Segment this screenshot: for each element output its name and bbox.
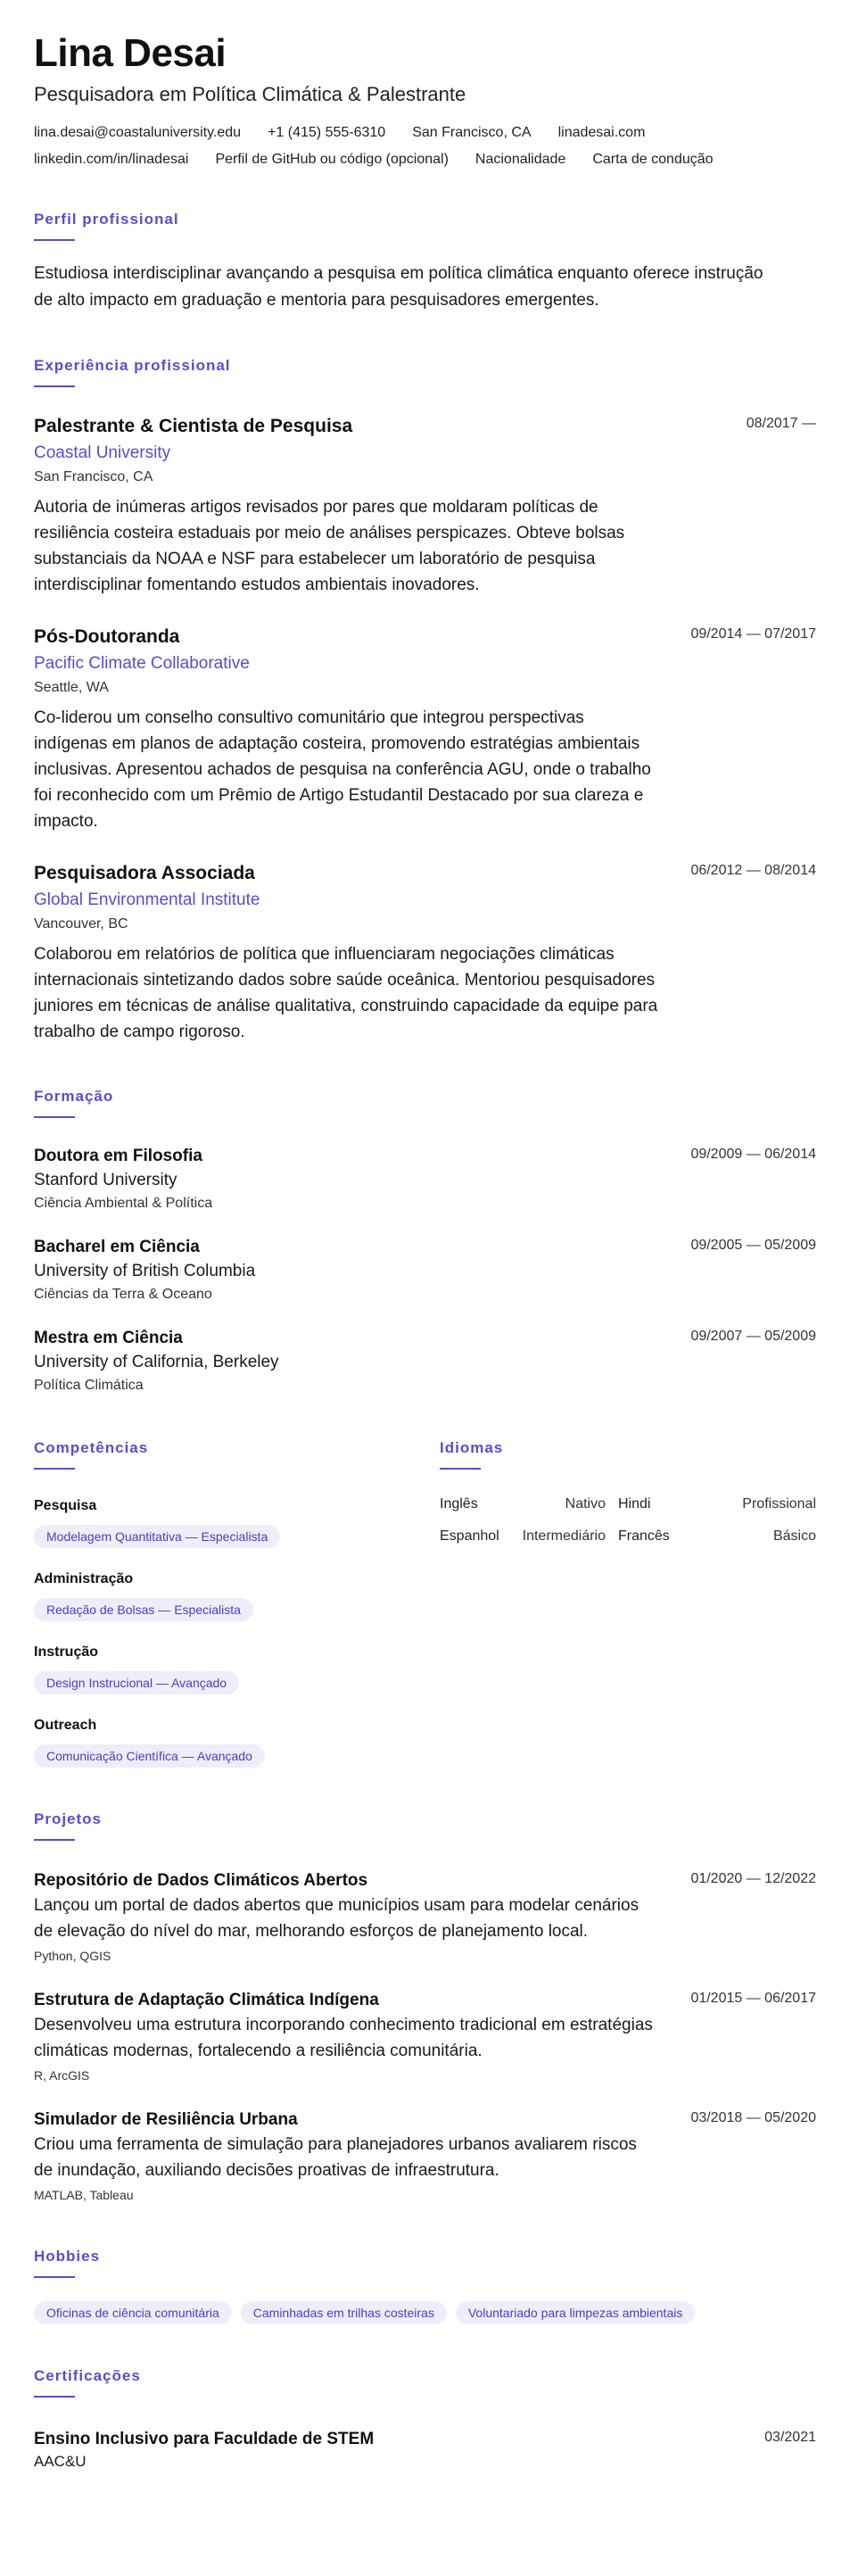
hobbies-section <box>34 2248 816 2324</box>
language-item <box>440 1496 618 1512</box>
skill-category: Instrução <box>34 1644 99 1660</box>
entry-location: Seattle, WA <box>34 680 109 695</box>
experience-section <box>34 357 816 1045</box>
section-divider <box>34 1468 75 1470</box>
section-title: Formação <box>34 1088 114 1105</box>
section-divider <box>34 1116 75 1118</box>
entry-organization: Pacific Climate Collaborative <box>34 654 250 673</box>
project-tools: R, ArcGIS <box>34 2068 90 2083</box>
entry-organization: Global Environmental Institute <box>34 890 260 909</box>
experience-entry <box>34 861 816 1045</box>
section-divider <box>34 2396 75 2398</box>
headline: Pesquisadora em Política Climática & Palestrante <box>34 83 466 105</box>
section-title: Experiência profissional <box>34 357 231 374</box>
entry-title: Pós-Doutoranda <box>34 626 180 647</box>
certification-title: Ensino Inclusivo para Faculdade de STEM <box>34 2430 375 2448</box>
skills-section <box>34 1439 440 1768</box>
skill-tag: Comunicação Científica — Avançado <box>34 1744 265 1768</box>
entry-description: Co-liderou um conselho consultivo comunitário que integrou perspectivas indígenas em planos de adaptação costeira, promovendo estratégias ambientais inclusivas. Apresentou achados de pesquisa na conferência AGU, onde o trabalho foi reconhecido com um Prêmio de Artigo Estudantil Destacado por sua clareza e impacto. <box>34 708 651 831</box>
degree: Mestra em Ciência <box>34 1329 183 1347</box>
section-title: Certificações <box>34 2367 141 2384</box>
skill-tag: Redação de Bolsas — Especialista <box>34 1598 253 1621</box>
project-description: Lançou um portal de dados abertos que municípios usam para modelar cenários de elevação do nível do mar, melhorando esforços de planejamento local. <box>34 1896 640 1941</box>
project-entry <box>34 2108 816 2205</box>
skill-group <box>34 1570 440 1621</box>
language-level: Nativo <box>565 1496 606 1512</box>
language-name: Espanhol <box>440 1528 499 1544</box>
entry-date: 09/2005 — 05/2009 <box>690 1238 816 1253</box>
contact-email[interactable]: lina.desai@coastaluniversity.edu <box>34 125 242 140</box>
school: University of California, Berkeley <box>34 1353 279 1371</box>
hobby-tag: Caminhadas em trilhas costeiras <box>241 2301 447 2324</box>
field-of-study: Ciência Ambiental & Política <box>34 1196 213 1211</box>
project-entry <box>34 1989 816 2085</box>
entry-description: Autoria de inúmeras artigos revisados por pares que moldaram políticas de resiliência costeira estaduais por meio de análises perspicazes. Obteve bolsas substanciais da NOAA e NSF para estabelecer um laboratório de pesquisa interdisciplinar fomentando estudos ambientais inovadores. <box>34 498 625 594</box>
entry-description: Colaborou em relatórios de política que influenciaram negociações climáticas internacionais sintetizando dados sobre saúde oceânica. Mentoriou pesquisadores juniores em técnicas de análise qualitativa, construindo capacidade da equipe para trabalho de campo rigoroso. <box>34 945 658 1041</box>
project-title: Simulador de Resiliência Urbana <box>34 2110 298 2129</box>
language-level: Básico <box>772 1528 816 1544</box>
entry-location: Vancouver, BC <box>34 916 128 932</box>
entry-date: 09/2007 — 05/2009 <box>690 1329 816 1344</box>
certifications-section <box>34 2367 816 2472</box>
skill-category: Pesquisa <box>34 1498 97 1513</box>
section-title: Competências <box>34 1439 149 1456</box>
skills-languages-row <box>34 1439 816 1768</box>
language-item <box>618 1528 816 1545</box>
skill-group <box>34 1643 440 1694</box>
experience-entry <box>34 414 816 598</box>
entry-date: 03/2021 <box>764 2430 816 2445</box>
contact-nationality: Nacionalidade <box>475 152 566 167</box>
person-name: Lina Desai <box>34 31 227 75</box>
language-level: Profissional <box>742 1496 816 1512</box>
summary-section <box>34 211 816 314</box>
language-item <box>618 1496 816 1512</box>
school: University of British Columbia <box>34 1262 256 1280</box>
entry-date: 08/2017 — <box>746 416 816 431</box>
degree: Doutora em Filosofia <box>34 1147 202 1165</box>
entry-location: San Francisco, CA <box>34 469 153 485</box>
project-tools: MATLAB, Tableau <box>34 2188 134 2202</box>
hobby-tag: Oficinas de ciência comunitária <box>34 2301 232 2324</box>
contact-website[interactable]: linadesai.com <box>557 125 646 140</box>
contact-github[interactable]: Perfil de GitHub ou código (opcional) <box>215 152 449 167</box>
hobby-list <box>34 2301 816 2324</box>
contact-location: San Francisco, CA <box>412 125 532 140</box>
entry-date: 06/2012 — 08/2014 <box>690 863 816 878</box>
contact-linkedin[interactable]: linkedin.com/in/linadesai <box>34 152 189 167</box>
experience-entry <box>34 625 816 834</box>
skill-category: Outreach <box>34 1718 97 1733</box>
certification-entry <box>34 2428 816 2472</box>
skill-group <box>34 1496 440 1548</box>
section-divider <box>34 385 75 387</box>
education-entry <box>34 1327 816 1396</box>
entry-title: Palestrante & Cientista de Pesquisa <box>34 416 353 436</box>
school: Stanford University <box>34 1171 177 1189</box>
language-name: Inglês <box>440 1496 478 1512</box>
certification-issuer: AAC&U <box>34 2453 87 2470</box>
education-entry <box>34 1145 816 1214</box>
entry-date: 01/2015 — 06/2017 <box>690 1991 816 2006</box>
section-title: Perfil profissional <box>34 211 179 228</box>
section-title: Projetos <box>34 1810 103 1827</box>
skill-tag: Design Instrucional — Avançado <box>34 1671 239 1694</box>
resume-header <box>34 30 816 168</box>
contact-phone[interactable]: +1 (415) 555-6310 <box>268 125 386 140</box>
field-of-study: Política Climática <box>34 1378 144 1393</box>
projects-section <box>34 1810 816 2205</box>
project-entry <box>34 1869 816 1966</box>
entry-date: 09/2014 — 07/2017 <box>690 626 816 642</box>
language-name: Francês <box>618 1528 670 1544</box>
entry-date: 03/2018 — 05/2020 <box>690 2110 816 2125</box>
degree: Bacharel em Ciência <box>34 1238 200 1256</box>
hobby-tag: Voluntariado para limpezas ambientais <box>456 2301 695 2324</box>
project-title: Repositório de Dados Climáticos Abertos <box>34 1871 368 1890</box>
education-section <box>34 1088 816 1396</box>
language-name: Hindi <box>618 1496 651 1512</box>
skill-tag: Modelagem Quantitativa — Especialista <box>34 1525 280 1548</box>
skill-group <box>34 1716 440 1768</box>
project-description: Desenvolveu uma estrutura incorporando conhecimento tradicional em estratégias climáticas modernas, fortalecendo a resiliência comunitária. <box>34 2016 653 2060</box>
section-title: Hobbies <box>34 2248 101 2265</box>
section-title: Idiomas <box>440 1439 504 1456</box>
entry-date: 01/2020 — 12/2022 <box>690 1871 816 1886</box>
skill-category: Administração <box>34 1571 134 1586</box>
project-title: Estrutura de Adaptação Climática Indígena <box>34 1991 379 2009</box>
contact-driving-license: Carta de condução <box>592 152 714 167</box>
language-level: Intermediário <box>522 1528 606 1544</box>
summary-text: Estudiosa interdisciplinar avançando a pesquisa em política climática enquanto oferece instrução de alto impacto em graduação e mentoria para pesquisadores emergentes. <box>34 264 763 310</box>
entry-date: 09/2009 — 06/2014 <box>690 1147 816 1162</box>
entry-organization: Coastal University <box>34 443 171 462</box>
section-divider <box>34 2276 75 2278</box>
contact-list <box>34 125 816 168</box>
language-list <box>440 1496 816 1545</box>
languages-section <box>440 1439 816 1768</box>
section-divider <box>34 239 75 241</box>
education-entry <box>34 1236 816 1305</box>
section-divider <box>440 1468 481 1470</box>
language-item <box>440 1528 618 1545</box>
project-tools: Python, QGIS <box>34 1949 111 1963</box>
field-of-study: Ciências da Terra & Oceano <box>34 1287 212 1302</box>
section-divider <box>34 1839 75 1841</box>
project-description: Criou uma ferramenta de simulação para planejadores urbanos avaliarem riscos de inundação, auxiliando decisões proativas de infraestrutura. <box>34 2135 637 2180</box>
entry-title: Pesquisadora Associada <box>34 863 255 883</box>
